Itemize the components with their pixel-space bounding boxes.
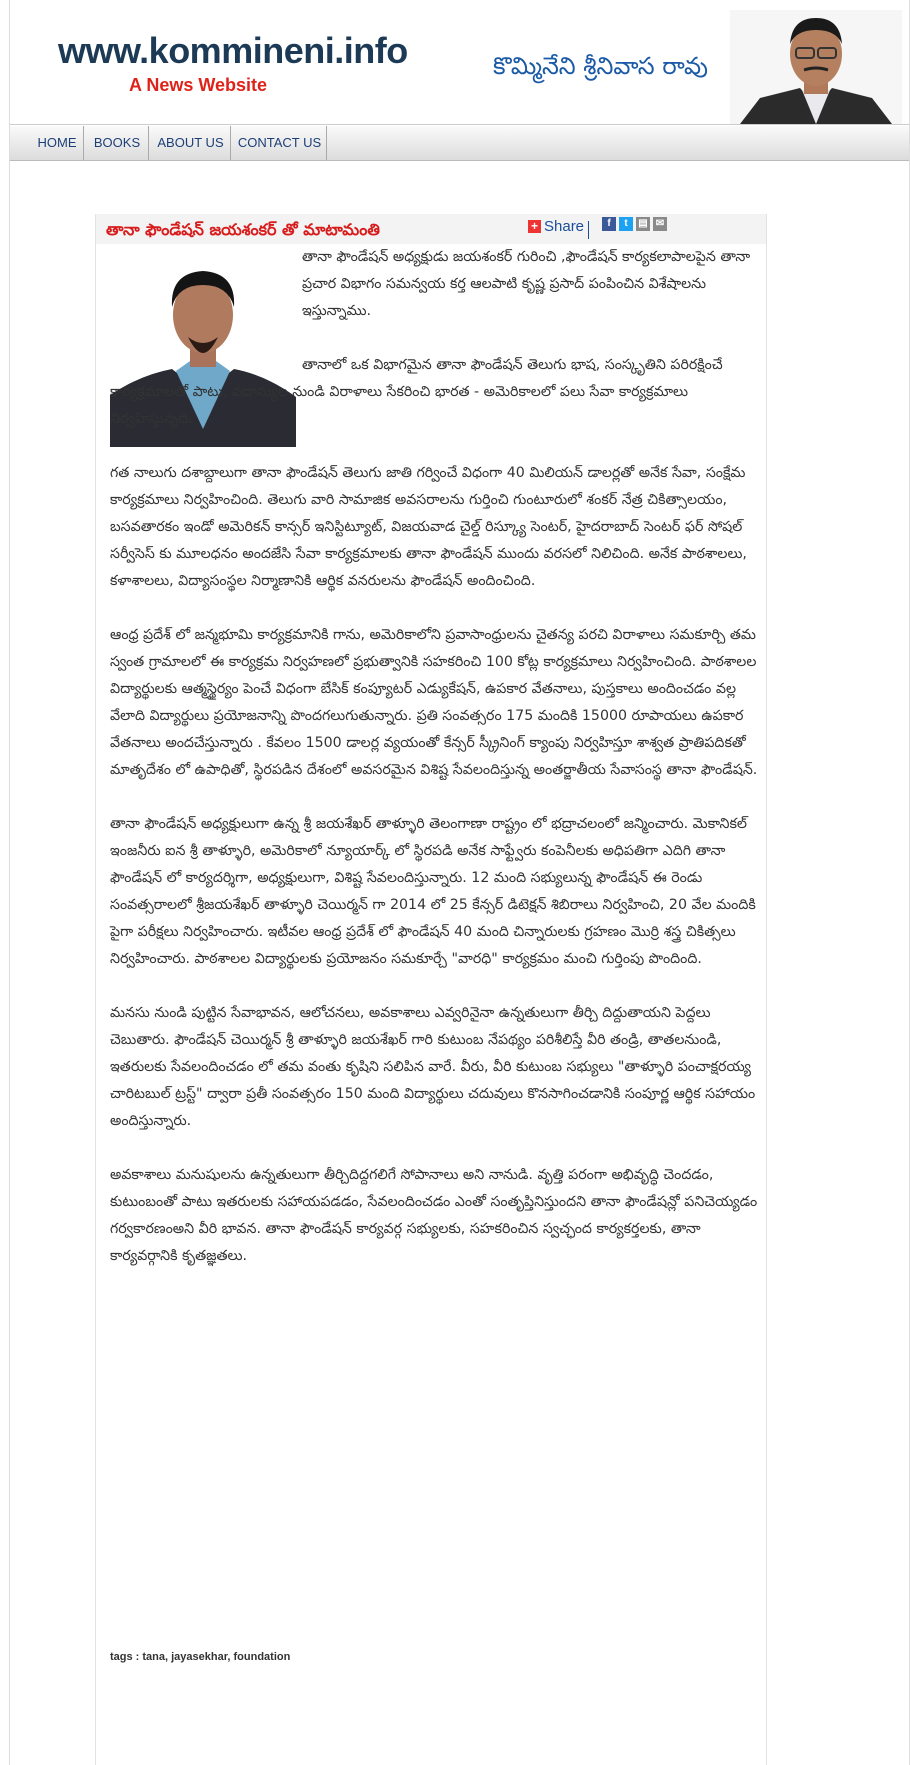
print-icon[interactable]: ▤ xyxy=(636,217,650,231)
article-paragraph: తానాలో ఒక విభాగమైన తానా ఫౌండేషన్ తెలుగు భాష, సంస్కృతిని పరిరక్షించే కార్యక్రమాలతో పాటు, వదాన్యుల నుండి విరాళాలు సేకరించి భారత - అమెరికాలలో పలు సేవా కార్యక్రమాలు నిర్వహిస్తున్నది. xyxy=(110,357,723,427)
share-button[interactable] xyxy=(528,218,584,235)
facebook-icon[interactable]: f xyxy=(602,217,616,231)
share-separator xyxy=(588,221,589,239)
site-header xyxy=(10,0,909,125)
author-name: కొమ్మినేని శ్రీనివాస రావు xyxy=(493,52,708,80)
article-body xyxy=(110,244,758,1297)
nav-about-us[interactable]: ABOUT US xyxy=(151,126,231,160)
article-tags[interactable]: tags : tana, jayasekhar, foundation xyxy=(110,1651,291,1663)
twitter-icon[interactable]: t xyxy=(619,217,633,231)
author-photo xyxy=(730,10,902,124)
article-title-bar xyxy=(96,214,766,244)
article-container xyxy=(95,214,767,1765)
share-plus-icon: + xyxy=(528,220,541,233)
nav-contact-us[interactable]: CONTACT US xyxy=(233,126,327,160)
email-icon[interactable]: ✉ xyxy=(653,217,667,231)
article-paragraph: తానా ఫౌండేషన్ అధ్యక్షులుగా ఉన్న శ్రీ జయశేఖర్ తాళ్ళూరి తెలంగాణా రాష్ట్రం లో భద్రాచలంలో జన్మించారు. మెకానికల్ ఇంజనీరు ఐన శ్రీ తాళ్ళూరి, అమెరికాలో న్యూయార్క్ లో స్థిరపడి అనేక సాఫ్ట్వేరు కంపెనీలకు అధిపతిగా ఎదిగి తానా ఫౌండేషన్ లో కార్యదర్శిగా, అధ్యక్షులుగా, విశిష్ట సేవలందిస్తున్నారు. 12 మంది సభ్యులున్న ఫౌండేషన్ ఈ రెండు సంవత్సరాలలో శ్రీజయశేఖర్ తాళ్ళూరి చెయిర్మన్ గా 2014 లో 25 కేన్సర్ డిటెక్షన్ శిబిరాలు నిర్వహించి, 20 వేల మందికి పైగా పరీక్షలు నిర్వహించారు. ఇటీవల ఆంధ్ర ప్రదేశ్ లో ఫౌండేషన్ 40 మంది చిన్నారులకు గ్రహణం మొర్రి శస్త్ర చికిత్సలు నిర్వహించారు. పాఠశాలల విద్యార్థులకు ప్రయోజనం సమకూర్చే "వారధి" కార్యక్రమం మంచి గుర్తింపు పొందింది. xyxy=(110,816,756,967)
article-paragraph: అవకాశాలు మనుషులను ఉన్నతులుగా తీర్చిదిద్దగలిగే సోపానాలు అని నానుడి. వృత్తి పరంగా అభివృద్ధి చెందడం, కుటుంబంతో పాటు ఇతరులకు సహాయపడడం, సేవలందించడం ఎంతో సంతృప్తినిస్తుందని తానా ఫౌండేషన్లో పనిచెయ్యడం గర్వకారణంఅని వీరి భావన. తానా ఫౌండేషన్ కార్యవర్గ సభ్యులకు, సహకరించిన స్వచ్ఛంద కార్యకర్తలకు, తానా కార్యవర్గానికి కృతజ్ఞతలు. xyxy=(110,1167,758,1264)
article-paragraph: మనసు నుండి పుట్టిన సేవాభావన, ఆలోచనలు, అవకాశాలు ఎవ్వరినైనా ఉన్నతులుగా తీర్చి దిద్దుతాయని పెద్దలు చెబుతారు. ఫౌండేషన్ చెయిర్మన్ శ్రీ తాళ్ళూరి జయశేఖర్ గారి కుటుంబ నేపథ్యం పరిశీలిస్తే వీరి తండ్రి, తాతలనుండి, ఇతరులకు సేవలందించడం లో తమ వంతు కృషిని సలిపిన వారే. వీరు, వీరి కుటుంబ సభ్యులు "తాళ్ళూరి పంచాక్షరయ్య చారిటబుల్ ట్రస్ట్" ద్వారా ప్రతీ సంవత్సరం 150 మంది విద్యార్థులు చదువులు కొనసాగించడానికి సంపూర్ణ ఆర్థిక సహాయం అందిస్తున్నారు. xyxy=(110,1005,756,1129)
page-frame xyxy=(9,0,910,1765)
site-tagline: A News Website xyxy=(129,75,268,95)
nav-books[interactable]: BOOKS xyxy=(86,126,149,160)
article-paragraph: గత నాలుగు దశాబ్దాలుగా తానా ఫౌండేషన్ తెలుగు జాతి గర్వించే విధంగా 40 మిలియన్ డాలర్లతో అనేక సేవా, సంక్షేమ కార్యక్రమాలు నిర్వహించింది. తెలుగు వారి సామాజిక అవసరాలను గుర్తించి గుంటూరులో శంకర్ నేత్ర చికిత్సాలయం, బసవతారకం ఇండో అమెరికన్ కాన్సర్ ఇనిస్టిట్యూట్, విజయవాడ చైల్డ్ రిస్క్యూ సెంటర్, హైదరాబాద్ సెంటర్ ఫర్ సోషల్ సర్వీసెస్ కు మూలధనం అందజేసి సేవా కార్యక్రమాలకు తానా ఫౌండేషన్ ముందు వరసలో నిలిచింది. అనేక పాఠశాలలు, కళాశాలలు, విద్యాసంస్థల నిర్మాణానికి ఆర్థిక వనరులను ఫౌండేషన్ అందించింది. xyxy=(110,465,747,589)
nav-home[interactable]: HOME xyxy=(31,126,84,160)
article-paragraph: ఆంధ్ర ప్రదేశ్ లో జన్మభూమి కార్యక్రమానికి గాను, అమెరికాలోని ప్రవాసాంధ్రులను చైతన్య పరచి విరాళాలు సమకూర్చి తమ స్వంత గ్రామాలలో ఈ కార్యక్రమ నిర్వహణలో ప్రభుత్వానికి సహకరించి 100 కోట్ల కార్యక్రమాలు నిర్వహించింది. పాఠశాలల విద్యార్థులకు ఆత్మస్థైర్యం పెంచే విధంగా బేసిక్ కంప్యూటర్ ఎడ్యుకేషన్, ఉపకార వేతనాలు, పుస్తకాలు అందించడం వల్ల వేలాది విద్యార్థులు ప్రయోజనాన్ని పొందగలుగుతున్నారు. ప్రతి సంవత్సరం 175 మందికి 15000 రూపాయలు ఉపకార వేతనాలు అందచేస్తున్నారు . కేవలం 1500 డాలర్ల వ్యయంతో కేన్సర్ స్క్రీనింగ్ క్యాంపు నిర్వహిస్తూ శాశ్వత ప్రాతిపదికతో మాతృదేశం లో ఉపాధితో, స్థిరపడిన దేశంలో అవసరమైన విశిష్ట సేవలందిస్తున్న అంతర్జాతీయ సేవాసంస్థ తానా ఫౌండేషన్. xyxy=(110,627,758,778)
site-logo-text[interactable]: www.kommineni.info xyxy=(58,30,408,71)
share-label: Share xyxy=(544,218,585,235)
article-paragraph: తానా ఫౌండేషన్ అధ్యక్షుడు జయశంకర్ గురించి ,ఫౌండేషన్ కార్యకలాపాలపైన తానా ప్రచార విభాగం సమన్వయ కర్త ఆలపాటి కృష్ణ ప్రసాద్ పంపించిన విశేషాలను ఇస్తున్నాము. xyxy=(302,249,751,319)
main-nav xyxy=(10,126,909,161)
article-title[interactable]: తానా ఫౌండేషన్ జయశంకర్ తో మాటామంతి xyxy=(106,220,380,239)
